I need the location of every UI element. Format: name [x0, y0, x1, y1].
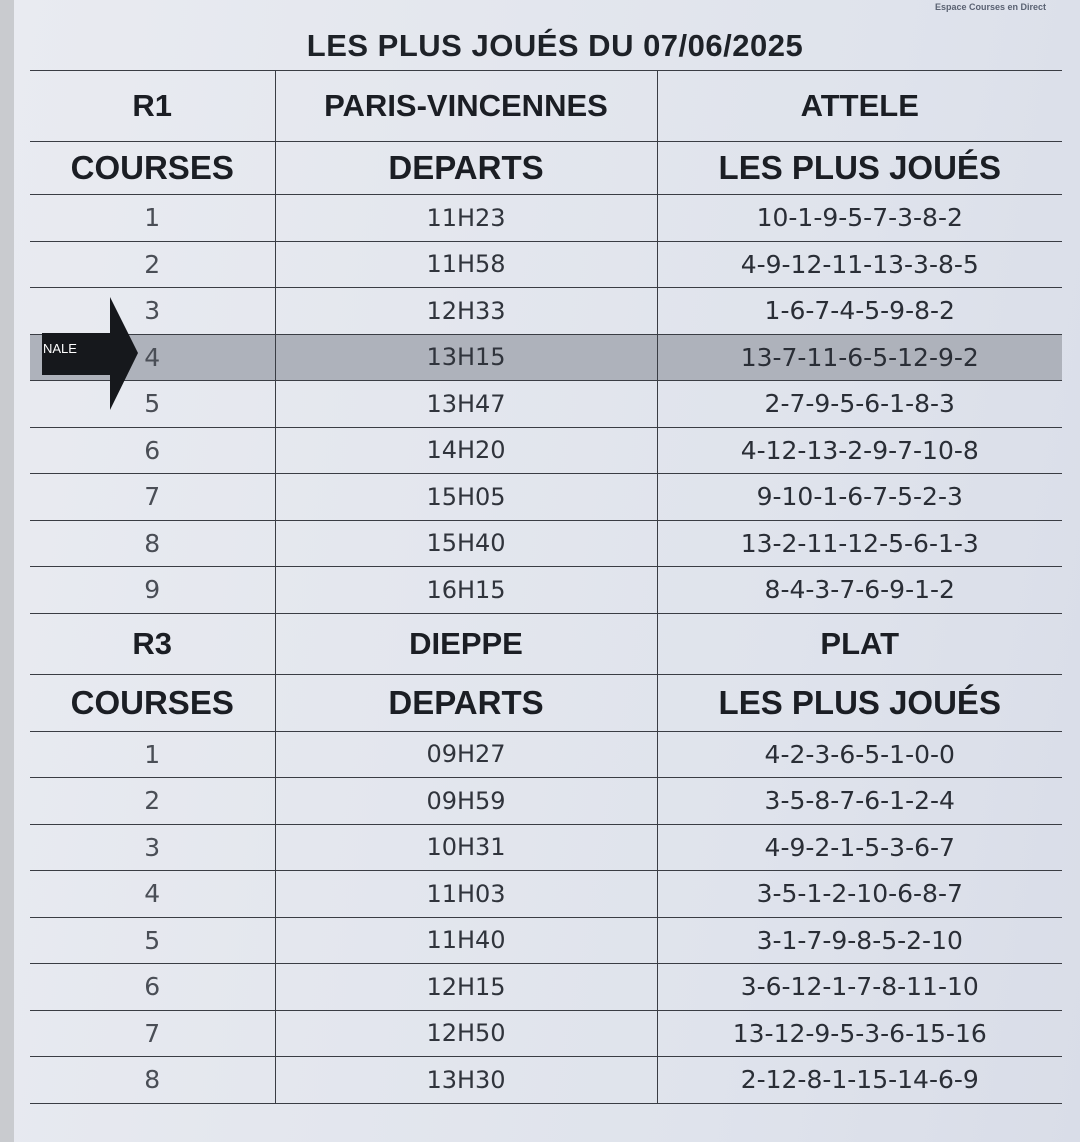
course-number: 4 [30, 334, 275, 381]
selection: 8-4-3-7-6-9-1-2 [657, 567, 1062, 614]
r1-row [30, 288, 1062, 335]
course-number: 2 [30, 778, 275, 825]
r3-row [30, 917, 1062, 964]
selection: 3-5-1-2-10-6-8-7 [657, 871, 1062, 918]
course-number: 1 [30, 195, 275, 242]
selection: 3-5-8-7-6-1-2-4 [657, 778, 1062, 825]
r3-column-header [30, 674, 1062, 731]
selection: 4-9-2-1-5-3-6-7 [657, 824, 1062, 871]
course-number: 5 [30, 381, 275, 428]
depart-time: 14H20 [275, 427, 657, 474]
selection: 13-7-11-6-5-12-9-2 [657, 334, 1062, 381]
r1-meeting-header [30, 71, 1062, 142]
depart-time: 11H58 [275, 241, 657, 288]
course-number: 6 [30, 964, 275, 1011]
r1-row [30, 241, 1062, 288]
depart-time: 15H05 [275, 474, 657, 521]
r3-col-departs: DEPARTS [275, 674, 657, 731]
selection: 9-10-1-6-7-5-2-3 [657, 474, 1062, 521]
r1-col-plus-joues: LES PLUS JOUÉS [657, 142, 1062, 195]
depart-time: 09H27 [275, 731, 657, 778]
r1-row [30, 474, 1062, 521]
course-number: 3 [30, 288, 275, 335]
brand-label: Espace Courses en Direct [934, 2, 1046, 12]
depart-time: 12H50 [275, 1010, 657, 1057]
r3-row [30, 1057, 1062, 1104]
selection: 4-2-3-6-5-1-0-0 [657, 731, 1062, 778]
page-title: LES PLUS JOUÉS DU 07/06/2025 [306, 28, 804, 63]
r3-col-plus-joues: LES PLUS JOUÉS [657, 674, 1062, 731]
depart-time: 12H15 [275, 964, 657, 1011]
r3-col-courses: COURSES [30, 674, 275, 731]
depart-time: 10H31 [275, 824, 657, 871]
course-number: 1 [30, 731, 275, 778]
course-number: 3 [30, 824, 275, 871]
r3-row [30, 824, 1062, 871]
selection: 13-2-11-12-5-6-1-3 [657, 520, 1062, 567]
r1-row [30, 520, 1062, 567]
course-number: 9 [30, 567, 275, 614]
r1-reunion: R1 [30, 71, 275, 142]
depart-time: 13H15 [275, 334, 657, 381]
r3-row [30, 964, 1062, 1011]
r3-row [30, 731, 1062, 778]
selection: 3-1-7-9-8-5-2-10 [657, 917, 1062, 964]
r3-reunion: R3 [30, 613, 275, 674]
r3-meeting-header [30, 613, 1062, 674]
course-number: 5 [30, 917, 275, 964]
depart-time: 09H59 [275, 778, 657, 825]
selection: 13-12-9-5-3-6-15-16 [657, 1010, 1062, 1057]
r1-row [30, 195, 1062, 242]
course-number: 8 [30, 1057, 275, 1104]
course-number: 8 [30, 520, 275, 567]
depart-time: 11H23 [275, 195, 657, 242]
depart-time: 15H40 [275, 520, 657, 567]
selection: 1-6-7-4-5-9-8-2 [657, 288, 1062, 335]
course-number: 4 [30, 871, 275, 918]
course-number: 2 [30, 241, 275, 288]
r1-row-highlighted [30, 334, 1062, 381]
selection: 2-7-9-5-6-1-8-3 [657, 381, 1062, 428]
r3-hippodrome: DIEPPE [275, 613, 657, 674]
r1-row [30, 381, 1062, 428]
r1-row [30, 567, 1062, 614]
depart-time: 16H15 [275, 567, 657, 614]
r1-discipline: ATTELE [657, 71, 1062, 142]
selection: 4-9-12-11-13-3-8-5 [657, 241, 1062, 288]
course-number: 7 [30, 474, 275, 521]
r3-row [30, 1010, 1062, 1057]
depart-time: 13H47 [275, 381, 657, 428]
results-table [30, 70, 1062, 1104]
r1-column-header [30, 142, 1062, 195]
selection: 2-12-8-1-15-14-6-9 [657, 1057, 1062, 1104]
r1-col-courses: COURSES [30, 142, 275, 195]
depart-time: 12H33 [275, 288, 657, 335]
course-number: 7 [30, 1010, 275, 1057]
r1-col-departs: DEPARTS [275, 142, 657, 195]
course-number: 6 [30, 427, 275, 474]
depart-time: 11H03 [275, 871, 657, 918]
selection: 3-6-12-1-7-8-11-10 [657, 964, 1062, 1011]
r1-hippodrome: PARIS-VINCENNES [275, 71, 657, 142]
r1-row [30, 427, 1062, 474]
r3-row [30, 778, 1062, 825]
depart-time: 11H40 [275, 917, 657, 964]
arrow-label: NALE [43, 341, 77, 356]
r3-discipline: PLAT [657, 613, 1062, 674]
selection: 10-1-9-5-7-3-8-2 [657, 195, 1062, 242]
selection: 4-12-13-2-9-7-10-8 [657, 427, 1062, 474]
r3-row [30, 871, 1062, 918]
depart-time: 13H30 [275, 1057, 657, 1104]
